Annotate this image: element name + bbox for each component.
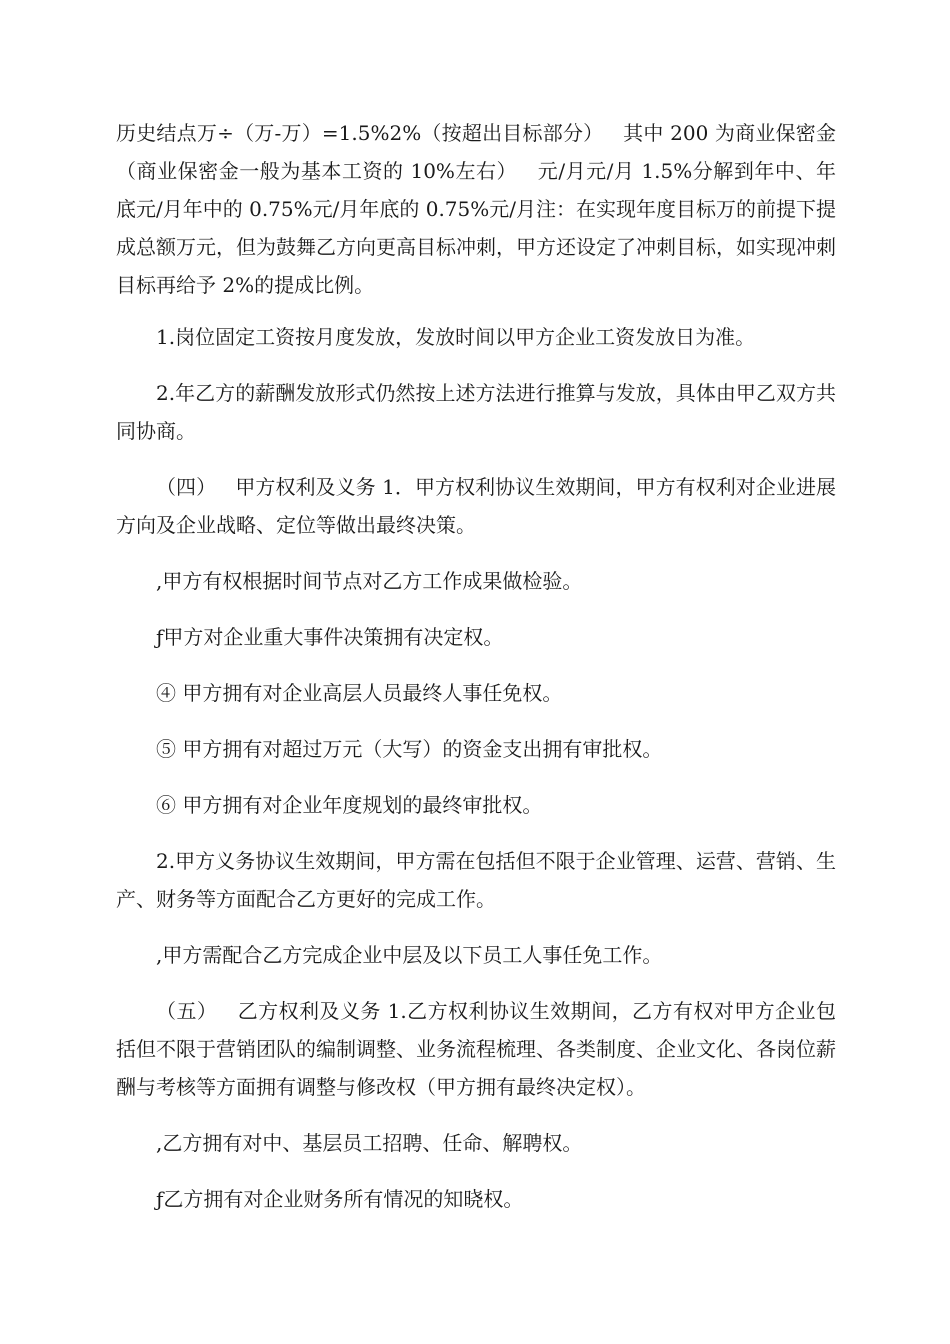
section-heading-party-a-rights: （四） 甲方权利及义务 1．甲方权利协议生效期间，甲方有权利对企业进展方向及企业战略、定位等做出最终决策。 xyxy=(116,475,836,537)
list-item-party-a-annual-plan: ⑥ 甲方拥有对企业年度规划的最终审批权。 xyxy=(156,793,543,817)
section-heading-party-b-rights: （五） 乙方权利及义务 1.乙方权利协议生效期间，乙方有权对甲方企业包括但不限于营销团队的编制调整、业务流程梳理、各类制度、企业文化、各岗位薪酬与考核等方面拥有调整与修改权（甲方拥有最终决定权）。 xyxy=(116,999,836,1099)
list-item-party-a-expenditure-approval: ⑤ 甲方拥有对超过万元（大写）的资金支出拥有审批权。 xyxy=(156,737,663,761)
list-item-party-a-major-decisions: ƒ甲方对企业重大事件决策拥有决定权。 xyxy=(156,625,504,649)
paragraph-party-a-obligations: 2.甲方义务协议生效期间，甲方需在包括但不限于企业管理、运营、营销、生产、财务等方面配合乙方更好的完成工作。 xyxy=(116,849,836,911)
paragraph-salary-negotiation: 2.年乙方的薪酬发放形式仍然按上述方法进行推算与发放，具体由甲乙双方共同协商。 xyxy=(116,381,836,443)
list-item-party-a-staff-cooperation: ,甲方需配合乙方完成企业中层及以下员工人事任免工作。 xyxy=(156,943,663,967)
paragraph-commission-calculation: 历史结点万÷（万-万）=1.5%2%（按超出目标部分） 其中 200 为商业保密金（商业保密金一般为基本工资的 10%左右） 元/月元/月 1.5%分解到年中、年底元/月年中的 0.75%元/月年底的 0.75%元/月注：在实现年度目标万的前提下提成总额万元，但为鼓舞乙方向更高目标冲刺，甲方还设定了冲刺目标，如实现冲刺目标再给予 2%的提成比例。 xyxy=(116,121,836,297)
list-item-party-b-finance-access: ƒ乙方拥有对企业财务所有情况的知晓权。 xyxy=(156,1187,524,1211)
document-body xyxy=(116,114,836,1218)
list-item-party-a-inspection: ,甲方有权根据时间节点对乙方工作成果做检验。 xyxy=(156,569,583,593)
list-item-party-b-hiring: ,乙方拥有对中、基层员工招聘、任命、解聘权。 xyxy=(156,1131,583,1155)
list-item-party-a-appointments: ④ 甲方拥有对企业高层人员最终人事任免权。 xyxy=(156,681,563,705)
paragraph-fixed-salary: 1.岗位固定工资按月度发放，发放时间以甲方企业工资发放日为准。 xyxy=(156,325,756,349)
